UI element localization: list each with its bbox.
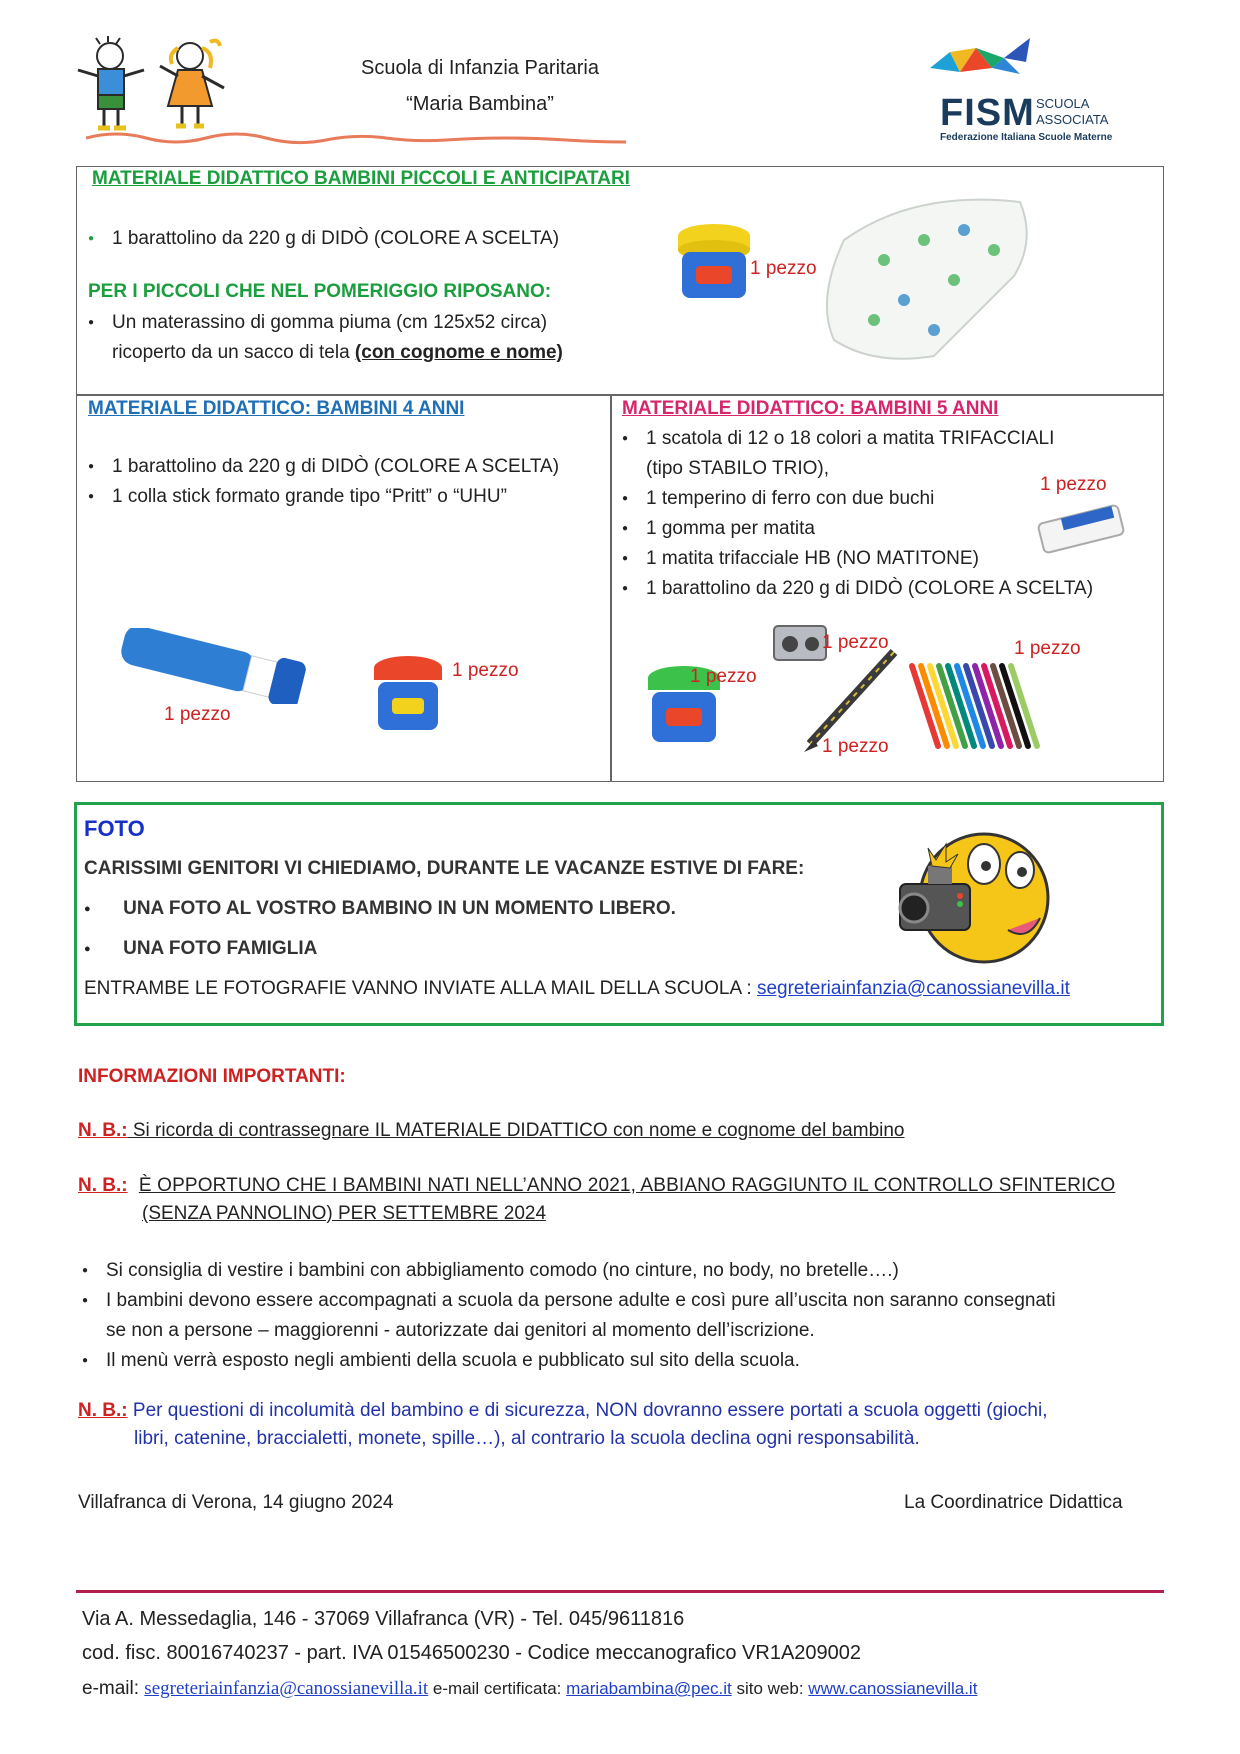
piccoli-list [84,224,644,254]
4anni-list [84,452,604,512]
nb-text: Per questioni di incolumità del bambino e di sicurezza, NON dovranno essere portati a scuola oggetti (giochi, [132,1400,1048,1421]
fism-subtitle [1036,96,1108,128]
label-pencil-pezzo: 1 pezzo [822,736,889,757]
section-5anni-title: MATERIALE DIDATTICO: BAMBINI 5 ANNI [622,398,999,419]
foto-bullet-text: UNA FOTO FAMIGLIA [123,938,318,959]
bullet-icon: ● [84,903,91,915]
foto-title: FOTO [84,816,145,841]
label-dido-green-pezzo: 1 pezzo [690,666,757,687]
footer-pec-label: e-mail certificata: [428,1679,567,1698]
nb-2-line2: (SENZA PANNOLINO) PER SETTEMBRE 2024 [142,1203,547,1224]
nb-label: N. B.: [78,1120,128,1141]
nb-text: È OPPORTUNO CHE I BAMBINI NATI NELL’ANNO 2021, ABBIANO RAGGIUNTO IL CONTROLLO SFINTERICO [138,1175,1116,1196]
foto-email-line [84,978,1070,1000]
nb-3 [78,1400,1168,1422]
info-list [78,1256,1164,1376]
glue-stick-image [110,628,310,709]
footer-address: Via A. Messedaglia, 146 - 37069 Villafranca (VR) - Tel. 045/9611816 [82,1608,685,1630]
list-item: ● 1 barattolino da 220 g di DIDÒ (COLORE A SCELTA) [84,224,644,254]
list-item: ● 1 barattolino da 220 g di DIDÒ (COLORE A SCELTA) [618,574,1158,604]
piccoli-rest-list [84,308,644,368]
label-colors-pezzo: 1 pezzo [1014,638,1081,659]
camera-smiley-image [880,818,1060,973]
nb-2 [78,1175,1160,1197]
list-item: ● 1 barattolino da 220 g di DIDÒ (COLORE A SCELTA) [84,452,604,482]
signature: La Coordinatrice Didattica [904,1492,1123,1513]
table-divider-vertical [610,394,612,782]
school-line1: Scuola di Infanzia Paritaria [361,57,599,79]
label-dido-pezzo: 1 pezzo [452,660,519,681]
label-glue-pezzo: 1 pezzo [164,704,231,725]
section-piccoli-title: MATERIALE DIDATTICO BAMBINI PICCOLI E ANTICIPATARI [92,168,630,189]
nb-label: N. B.: [78,1175,128,1196]
fism-sub2: ASSOCIATA [1036,112,1109,127]
fism-sub1: SCUOLA [1036,96,1090,111]
fism-federation: Federazione Italiana Scuole Materne [940,132,1113,143]
footer-codes: cod. fisc. 80016740237 - part. IVA 01546500230 - Codice meccanografico VR1A209002 [82,1642,862,1664]
foto-intro: CARISSIMI GENITORI VI CHIEDIAMO, DURANTE LE VACANZE ESTIVE DI FARE: [84,858,805,879]
nb-label: N. B.: [78,1400,128,1421]
foto-bullet-1 [84,898,676,920]
list-item: ● 1 colla stick formato grande tipo “Pritt” o “UHU” [84,482,604,512]
footer-rule [76,1590,1164,1593]
list-item: ● 1 gomma per matita [618,514,1158,544]
footer-pec-link[interactable]: mariabambina@pec.it [566,1679,732,1698]
nb-text: Si ricorda di contrassegnare IL MATERIALE DIDATTICO con nome e cognome del bambino [127,1120,905,1141]
dido-jar-red-image [372,654,444,741]
mattress-image [814,180,1036,375]
list-item [78,1286,1164,1346]
label-eraser-pezzo: 1 pezzo [1040,474,1107,495]
bullet-icon: ● [84,943,91,955]
section-4anni-title: MATERIALE DIDATTICO: BAMBINI 4 ANNI [88,398,465,419]
item-text-emphasis: (con cognome e nome) [354,342,563,363]
footer-contacts [82,1678,977,1700]
foto-email-link[interactable]: segreteriainfanzia@canossianevilla.it [756,978,1070,999]
eraser-image [1034,504,1128,559]
list-item: ● 1 matita trifacciale HB (NO MATITONE) [618,544,1158,574]
school-line2: “Maria Bambina” [406,93,554,115]
list-item: ● Si consiglia di vestire i bambini con abbigliamento comodo (no cinture, no body, no bretelle….) [78,1256,1164,1286]
kids-logo [74,36,240,132]
footer-email-label: e-mail: [82,1678,145,1699]
item-text: Un materassino di gomma piuma (cm 125x52 circa) [112,312,548,333]
foto-bullet-text: UNA FOTO AL VOSTRO BAMBINO IN UN MOMENTO LIBERO. [123,898,676,919]
item-text: 1 scatola di 12 o 18 colori a matita TRIFACCIALI [646,428,1055,449]
info-title: INFORMAZIONI IMPORTANTI: [78,1066,346,1087]
list-item [84,308,644,368]
table-divider-horizontal [76,394,1164,396]
footer-web-label: sito web: [731,1679,809,1698]
footer-email-link[interactable]: segreteriainfanzia@canossianevilla.it [144,1678,429,1699]
label-pezzo: 1 pezzo [750,258,817,279]
colored-pencils-image [898,656,1054,761]
item-text: (tipo STABILO TRIO), [646,458,830,479]
item-text: I bambini devono essere accompagnati a scuola da persone adulte e così pure all’uscita non saranno consegnati [106,1290,1056,1311]
fism-wordmark: FISM [940,92,1035,134]
nb-1 [78,1120,905,1142]
piccoli-subtitle: PER I PICCOLI CHE NEL POMERIGGIO RIPOSANO: [88,281,552,302]
decorative-squiggle [86,128,646,150]
nb-3-line2: libri, catenine, braccialetti, monete, spille…), al contrario la scuola declina ogni responsabilità. [134,1428,920,1449]
item-text: se non a persone – maggiorenni - autorizzate dai genitori al momento dell’iscrizione. [106,1320,815,1341]
list-item: ● 1 temperino di ferro con due buchi [618,484,1158,514]
place-date: Villafranca di Verona, 14 giugno 2024 [78,1492,394,1513]
list-item: ● Il menù verrà esposto negli ambienti della scuola e pubblicato sul sito della scuola. [78,1346,1164,1376]
label-sharpener-pezzo: 1 pezzo [822,632,889,653]
footer-web-link[interactable]: www.canossianevilla.it [808,1679,978,1698]
item-text: ricoperto da un sacco di tela [112,342,355,363]
foto-bullet-2 [84,938,317,960]
foto-email-intro: ENTRAMBE LE FOTOGRAFIE VANNO INVIATE ALLA MAIL DELLA SCUOLA : [84,978,757,999]
school-name [300,50,660,122]
dido-jar-yellow-image [676,222,752,309]
